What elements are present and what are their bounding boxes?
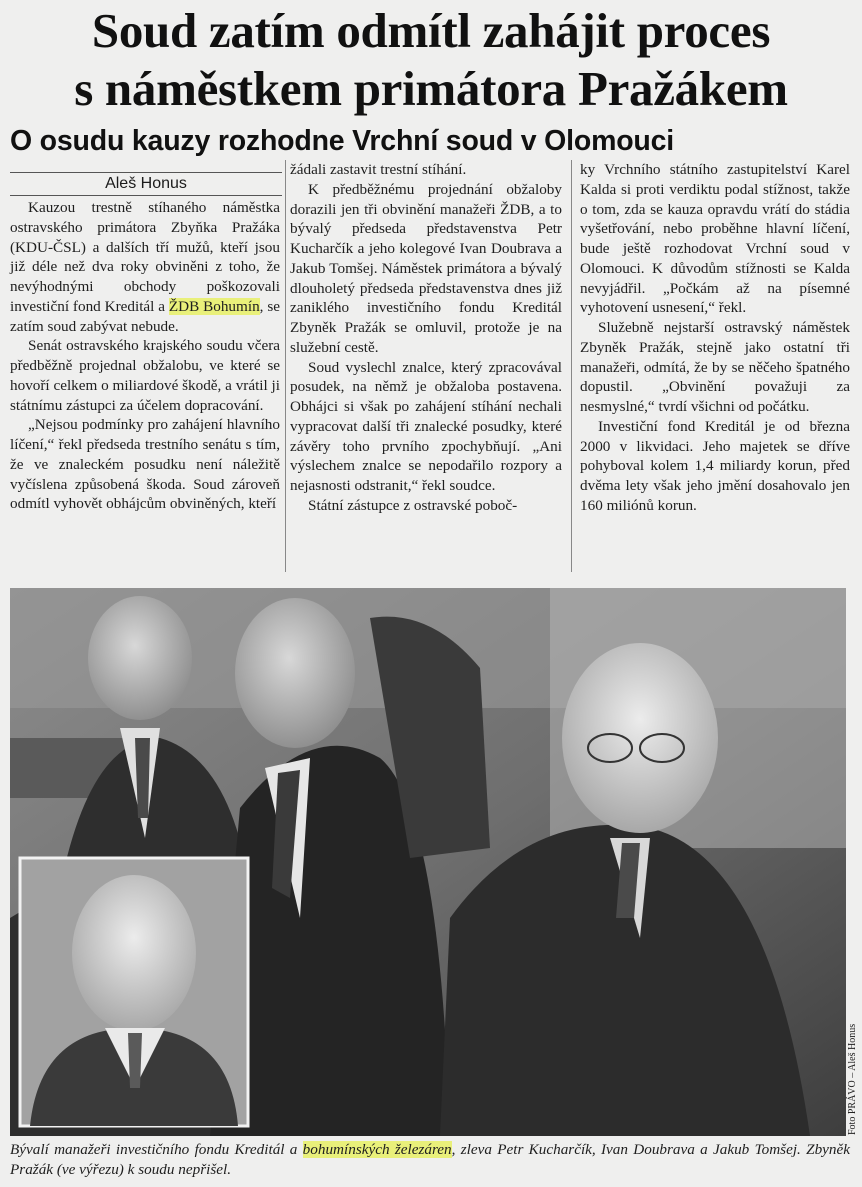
column-divider (285, 160, 286, 572)
headline-line-2: s náměstkem primátora Pražákem (74, 61, 788, 116)
news-photo (10, 588, 846, 1136)
paragraph: Kauzou trestně stíhaného náměstka ostravského primátora Zbyňka Pražáka (KDU-ČSL) a dalších tří mužů, kteří jsou již déle než dva roky obviněni z toho, že nevýhodnými obchody poškozovali investiční fond Kreditál a ŽDB Bohumín, se zatím soud zabývat nebude. (10, 199, 280, 335)
article-column-3 (580, 160, 850, 516)
photo-caption: Bývalí manažeři investičního fondu Kreditál a bohumínských železáren, zleva Petr Kucharčík, Ivan Doubrava a Jakub Tomšej. Zbyněk Pražák (ve výřezu) k soudu nepřišel. (10, 1141, 850, 1178)
courtroom-photo-illustration (10, 588, 846, 1136)
paragraph: K předběžnému projednání obžaloby dorazili jen tři obvinění manažeři ŽDB, a to bývalý předseda představenstva Petr Kucharčík a jeho kolegové Ivan Doubrava a Jakub Tomšej. Náměstek primátora a bývalý dlouholetý předseda představenstva dnes již zaniklého investičního fondu Kreditál Zbyněk Pražák se omluvil, protože je na služební cestě. (290, 180, 562, 356)
article-column-1 (10, 198, 280, 514)
highlighted-text: ŽDB Bohumín (168, 297, 260, 315)
highlighted-text: bohumínských železáren (302, 1141, 452, 1158)
author-byline: Aleš Honus (10, 172, 282, 196)
paragraph: ky Vrchního státního zastupitelství Karel Kalda si proti verdiktu podal stížnost, takže o tom, zda se kauza opravdu vrátí do stádia vyšetřování, nebo proběhne hlavní líčení, bude ještě rozhodovat Vrchní soud v Olomouci. K důvodům stížnosti se Kalda nevyjádřil. „Počkám až na písemné vyhotovení usnesení,“ řekl. (580, 161, 850, 317)
column-divider (571, 160, 572, 572)
inset-portrait (20, 858, 248, 1126)
paragraph: Investiční fond Kreditál je od března 2000 v likvidaci. Jeho majetek se dříve pohyboval kolem 1,4 miliardy korun, před dvěma lety však jeho jmění dosahovalo jen 160 miliónů korun. (580, 417, 850, 514)
headline (0, 2, 862, 118)
photo-credit: Foto PRÁVO – Aleš Honus (847, 1023, 858, 1135)
paragraph: Soud vyslechl znalce, který zpracovával posudek, na němž je obžaloba postavena. Obhájci si však po zahájení stíhání nechali vypracovat další tři znalecké posudky, které závěry toho prvního zpochybňují. „Ani výslechem znalce se nepodařilo rozpory a nejasnosti odstranit,“ řekl soudce. (290, 358, 562, 494)
article-column-2 (290, 160, 562, 516)
paragraph: Senát ostravského krajského soudu včera předběžně projednal obžalobu, ve které se hovoří celkem o miliardové škodě, a vrátil ji státnímu zástupci za účelem dopracování. (10, 337, 280, 414)
subheadline: O osudu kauzy rozhodne Vrchní soud v Olomouci (10, 125, 674, 157)
headline-line-1: Soud zatím odmítl zahájit proces (91, 3, 771, 58)
paragraph: žádali zastavit trestní stíhání. (290, 161, 467, 178)
paragraph: Státní zástupce z ostravské poboč- (308, 496, 518, 514)
paragraph: „Nejsou podmínky pro zahájení hlavního líčení,“ řekl předseda trestního senátu s tím, že ve znaleckém posudku není náležitě vyčíslena způsobená škoda. Soud zároveň odmítl vyhovět obhájcům obviněných, kteří (10, 416, 280, 513)
paragraph: Služebně nejstarší ostravský náměstek Zbyněk Pražák, stejně jako ostatní tři manažeři, odmítá, že by se něčeho špatného dopustil. „Obvinění považuji za nesmyslné,“ tvrdí všichni od počátku. (580, 319, 850, 415)
